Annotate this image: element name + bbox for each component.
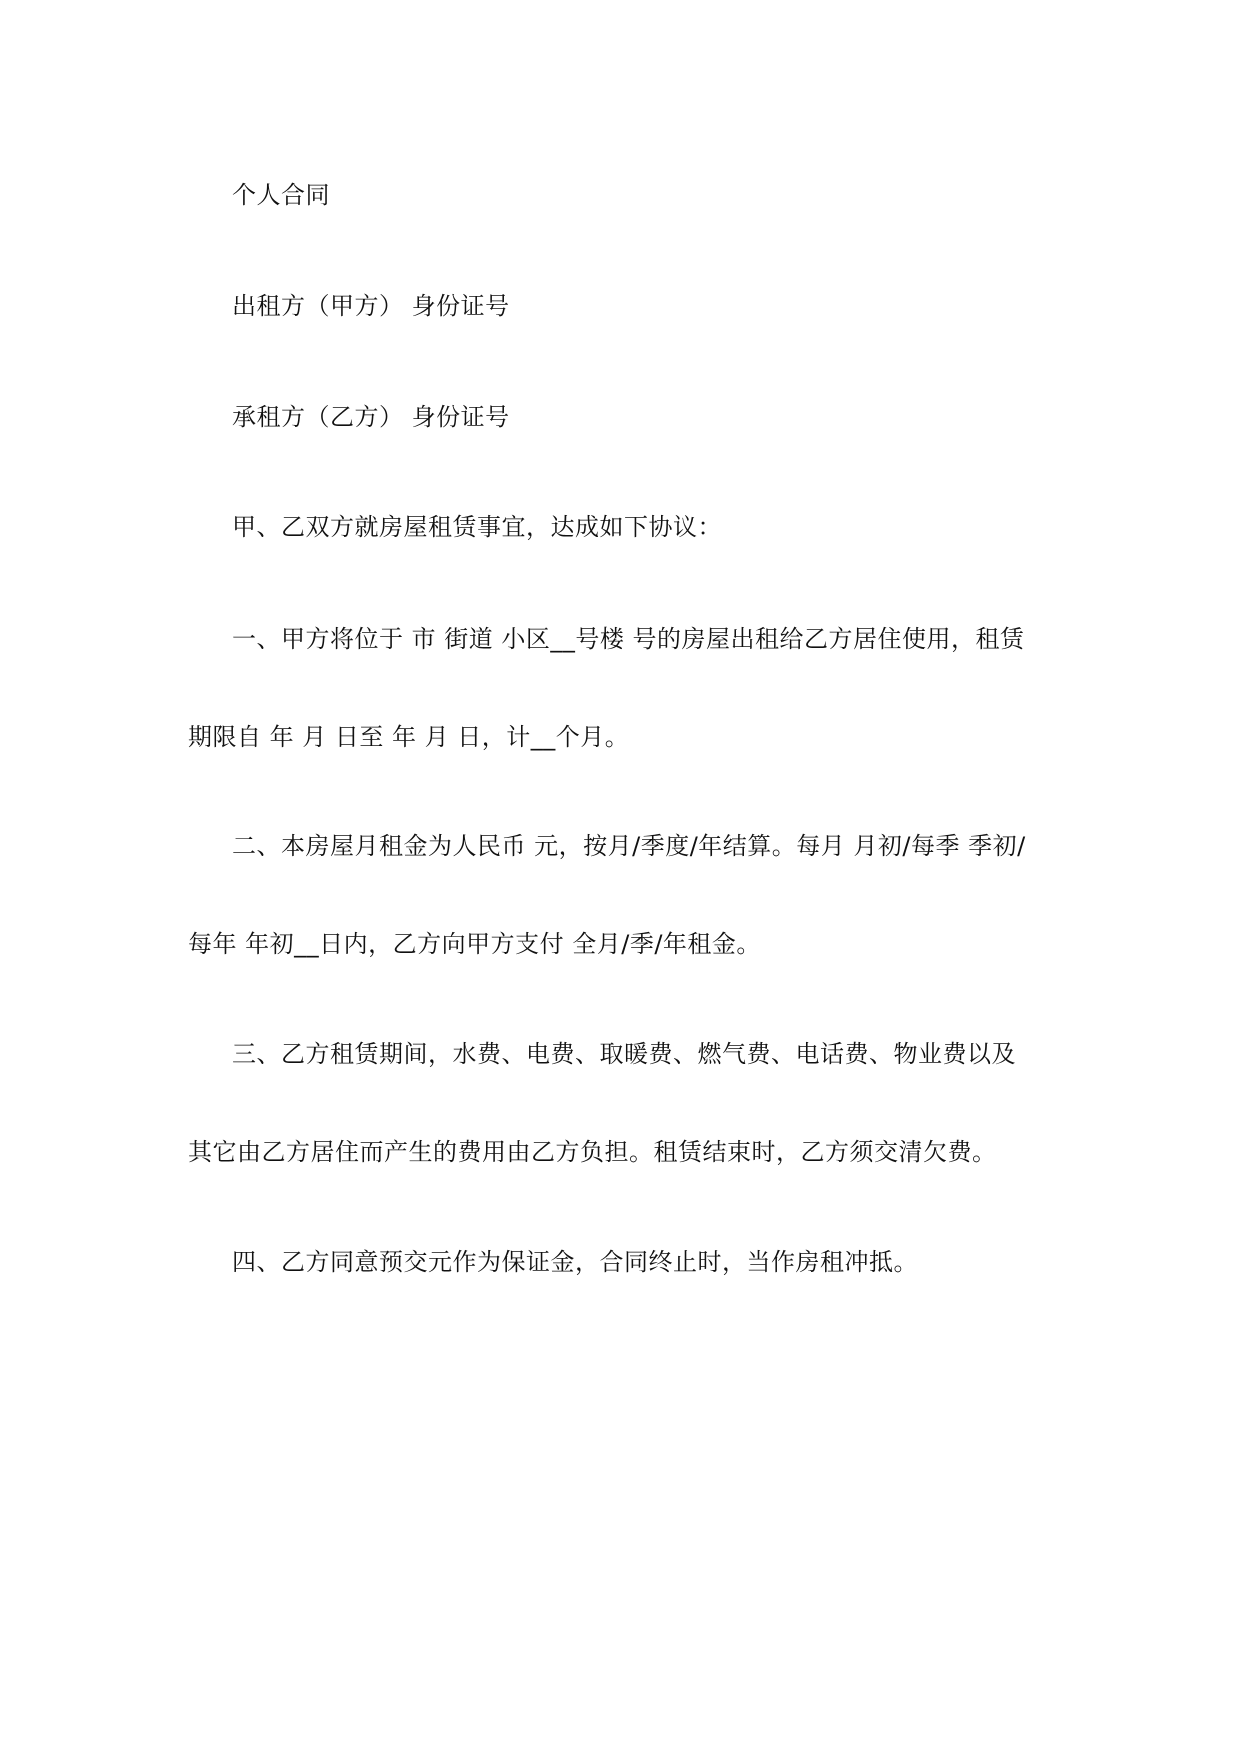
clause-4-line-1: 四、乙方同意预交元作为保证金，合同终止时，当作房租冲抵。 (232, 1248, 918, 1276)
lessor-line: 出租方（甲方） 身份证号 (232, 292, 510, 320)
clause-1-line-2: 期限自 年 月 日至 年 月 日，计__个月。 (188, 723, 630, 751)
clause-1-line-1: 一、甲方将位于 市 街道 小区__号楼 号的房屋出租给乙方居住使用，租赁 (232, 625, 1025, 653)
clause-2-line-1: 二、本房屋月租金为人民币 元，按月/季度/年结算。每月 月初/每季 季初/ (232, 832, 1026, 860)
clause-3-line-2: 其它由乙方居住而产生的费用由乙方负担。租赁结束时，乙方须交清欠费。 (188, 1138, 997, 1166)
clause-3-line-1: 三、乙方租赁期间，水费、电费、取暖费、燃气费、电话费、物业费以及 (232, 1040, 1016, 1068)
clause-2-line-2: 每年 年初__日内，乙方向甲方支付 全月/季/年租金。 (188, 930, 761, 958)
lessee-line: 承租方（乙方） 身份证号 (232, 403, 510, 431)
intro-paragraph: 甲、乙双方就房屋租赁事宜，达成如下协议： (232, 513, 722, 541)
document-title: 个人合同 (232, 181, 330, 209)
